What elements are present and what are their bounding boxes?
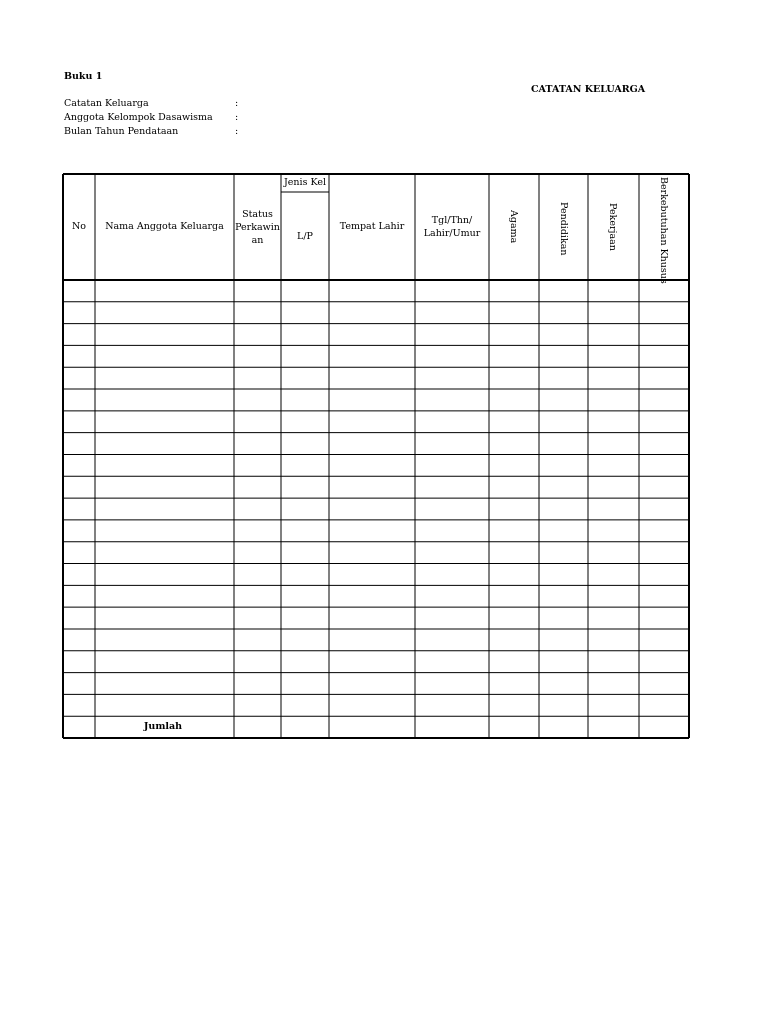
header-tgl-line2: Lahir/Umur <box>423 228 481 239</box>
book-label: Buku 1 <box>64 71 103 82</box>
header-tempat-lahir: Tempat Lahir <box>339 221 405 232</box>
meta-colon: : <box>235 98 239 109</box>
header-pekerjaan: Pekerjaan <box>607 203 618 251</box>
header-pendidikan: Pendidikan <box>558 202 569 256</box>
header-berkebutuhan-khusus: Berkebutuhan Khusus <box>658 177 669 284</box>
header-status-line2: Perkawin <box>235 222 280 233</box>
header-lp: L/P <box>297 231 313 242</box>
header-no: No <box>71 221 87 232</box>
header-agama: Agama <box>508 210 519 244</box>
meta-label-anggota-kelompok: Anggota Kelompok Dasawisma <box>64 112 213 123</box>
header-status-line3: an <box>251 235 264 246</box>
meta-colon: : <box>235 126 239 137</box>
header-tgl-line1: Tgl/Thn/ <box>431 215 473 226</box>
form-title: CATATAN KELUARGA <box>531 84 646 95</box>
total-row-label: Jumlah <box>143 721 183 732</box>
meta-label-bulan-tahun: Bulan Tahun Pendataan <box>64 126 179 137</box>
meta-colon: : <box>235 112 239 123</box>
header-nama-anggota: Nama Anggota Keluarga <box>105 221 224 232</box>
header-jenis-kel: Jenis Kel <box>284 177 326 188</box>
header-status-line1: Status <box>242 209 273 220</box>
meta-label-catatan-keluarga: Catatan Keluarga <box>64 98 149 109</box>
